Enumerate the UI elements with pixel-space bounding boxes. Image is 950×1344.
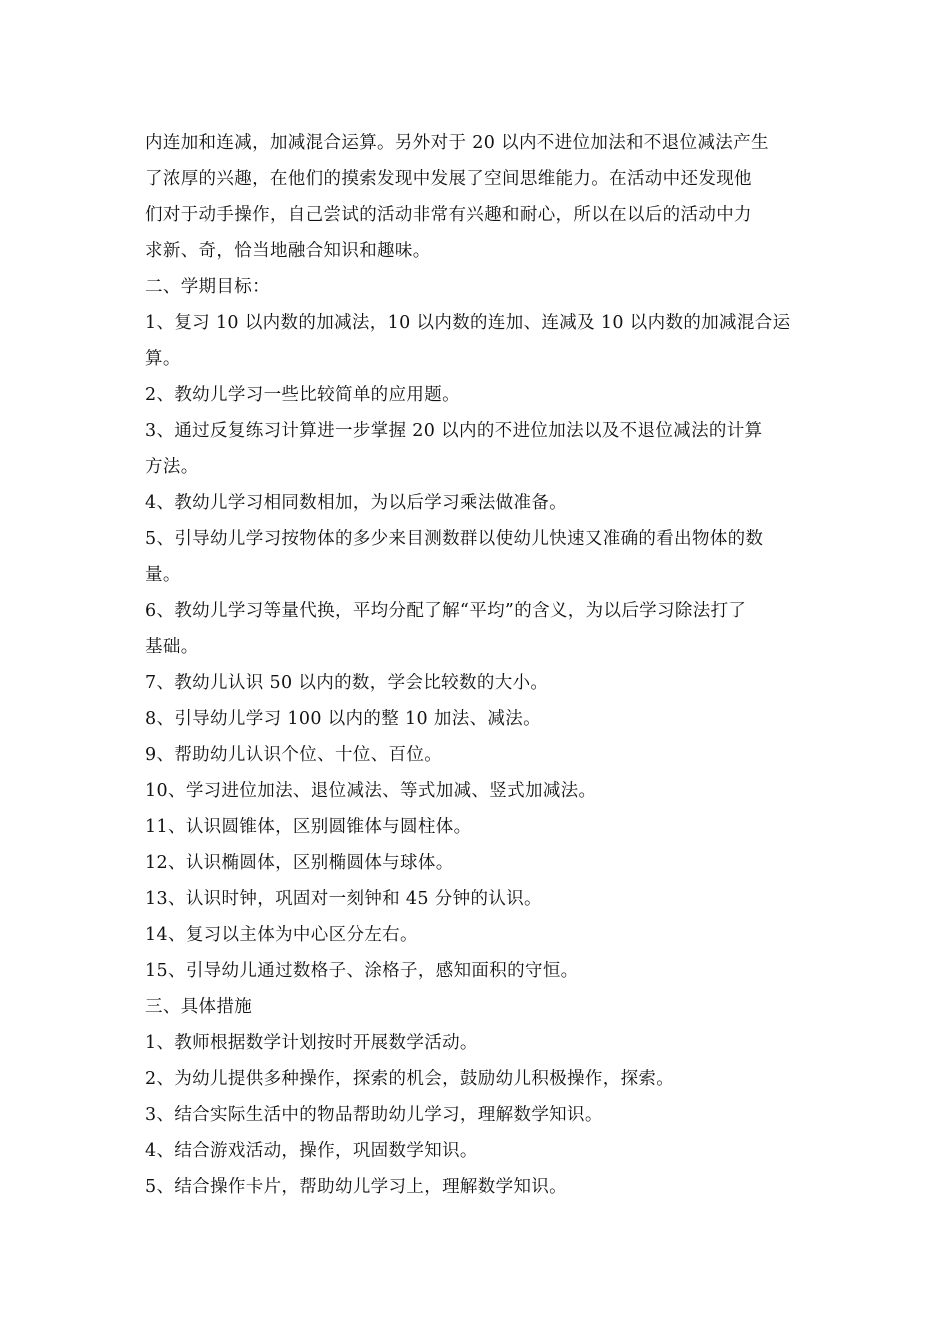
goal-item-15: 15、引导幼儿通过数格子、涂格子，感知面积的守恒。 <box>145 961 579 981</box>
goal-item-14: 14、复习以主体为中心区分左右。 <box>145 925 418 945</box>
measure-item-2: 2、为幼儿提供多种操作，探索的机会，鼓励幼儿积极操作，探索。 <box>145 1069 675 1089</box>
goal-item-5: 5、引导幼儿学习按物体的多少来目测数群以使幼儿快速又准确的看出物体的数 <box>145 529 764 549</box>
goal-item-3-cont: 方法。 <box>145 457 199 477</box>
paragraph-line-1: 内连加和连减，加减混合运算。另外对于 20 以内不进位加法和不退位减法产生 <box>145 133 769 153</box>
goal-item-4: 4、教幼儿学习相同数相加，为以后学习乘法做准备。 <box>145 493 568 513</box>
goal-item-13: 13、认识时钟，巩固对一刻钟和 45 分钟的认识。 <box>145 889 542 909</box>
goal-item-6: 6、教幼儿学习等量代换，平均分配了解“平均”的含义，为以后学习除法打了 <box>145 601 747 621</box>
goal-item-1-cont: 算。 <box>145 349 181 369</box>
goal-item-2: 2、教幼儿学习一些比较简单的应用题。 <box>145 385 460 405</box>
goal-item-6-cont: 基础。 <box>145 637 199 657</box>
paragraph-line-2: 了浓厚的兴趣，在他们的摸索发现中发展了空间思维能力。在活动中还发现他 <box>145 169 752 189</box>
goal-item-8: 8、引导幼儿学习 100 以内的整 10 加法、减法。 <box>145 709 542 729</box>
measure-item-3: 3、结合实际生活中的物品帮助幼儿学习，理解数学知识。 <box>145 1105 603 1125</box>
measure-item-5: 5、结合操作卡片，帮助幼儿学习上，理解数学知识。 <box>145 1177 568 1197</box>
goal-item-7: 7、教幼儿认识 50 以内的数，学会比较数的大小。 <box>145 673 549 693</box>
goal-item-10: 10、学习进位加法、退位减法、等式加减、竖式加减法。 <box>145 781 597 801</box>
section-heading-measures: 三、具体措施 <box>145 997 253 1017</box>
paragraph-line-4: 求新、奇，恰当地融合知识和趣味。 <box>145 241 431 261</box>
paragraph-line-3: 们对于动手操作，自己尝试的活动非常有兴趣和耐心，所以在以后的活动中力 <box>145 205 752 225</box>
document-page <box>145 125 810 1205</box>
goal-item-1: 1、复习 10 以内数的加减法，10 以内数的连加、连减及 10 以内数的加减混合运 <box>145 313 791 333</box>
goal-item-3: 3、通过反复练习计算进一步掌握 20 以内的不进位加法以及不退位减法的计算 <box>145 421 763 441</box>
measure-item-4: 4、结合游戏活动，操作，巩固数学知识。 <box>145 1141 478 1161</box>
measure-item-1: 1、教师根据数学计划按时开展数学活动。 <box>145 1033 478 1053</box>
goal-item-9: 9、帮助幼儿认识个位、十位、百位。 <box>145 745 443 765</box>
section-heading-goals: 二、学期目标： <box>145 277 270 297</box>
goal-item-5-cont: 量。 <box>145 565 181 585</box>
goal-item-11: 11、认识圆锥体，区别圆锥体与圆柱体。 <box>145 817 472 837</box>
goal-item-12: 12、认识椭圆体，区别椭圆体与球体。 <box>145 853 454 873</box>
